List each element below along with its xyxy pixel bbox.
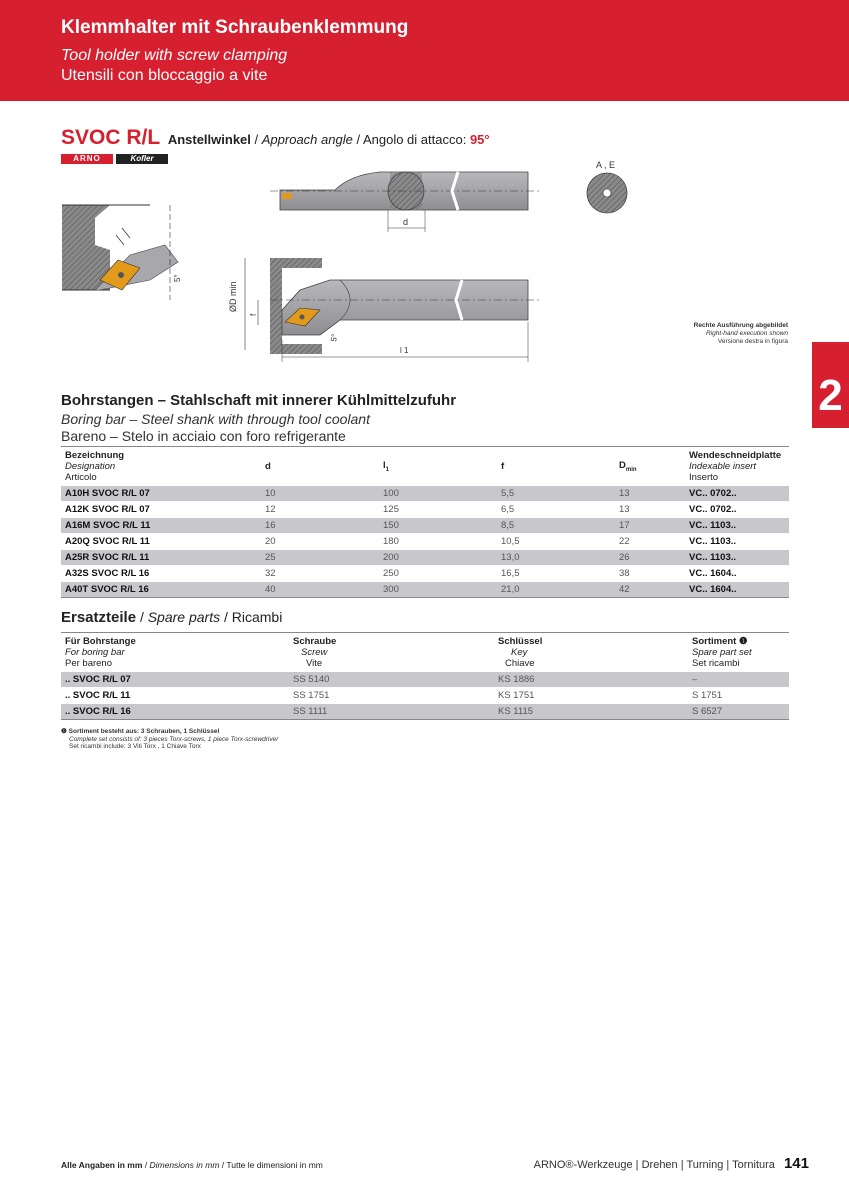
cell-insert: VC.. 1103.. xyxy=(685,518,789,534)
cell-insert: VC.. 1604.. xyxy=(685,582,789,598)
label-l1: l 1 xyxy=(400,346,409,355)
cell-l1: 200 xyxy=(379,550,497,566)
footnote-it: Set ricambi include: 3 Viti Torx , 1 Chiave Torx xyxy=(69,743,201,750)
table-header xyxy=(61,633,789,673)
cell-set: S 6527 xyxy=(688,704,789,720)
cell-dmin: 22 xyxy=(615,534,685,550)
header-bar-en: For boring bar xyxy=(65,647,125,658)
cell-designation: A25R SVOC R/L 11 xyxy=(61,550,261,566)
cell-l1: 300 xyxy=(379,582,497,598)
header-insert xyxy=(685,447,789,487)
header-set-it: Set ricambi xyxy=(692,658,740,669)
header-key xyxy=(494,633,688,673)
cell-set: – xyxy=(688,672,789,688)
kofler-logo: Kofler xyxy=(116,154,168,164)
cell-dmin: 38 xyxy=(615,566,685,582)
cell-key: KS 1886 xyxy=(494,672,688,688)
cell-d: 40 xyxy=(261,582,379,598)
cell-designation: A40T SVOC R/L 16 xyxy=(61,582,261,598)
table-row xyxy=(61,672,789,688)
chapter-tab[interactable]: 2 xyxy=(812,342,849,428)
table-header xyxy=(61,447,789,487)
header-dmin-sub: min xyxy=(625,467,637,473)
section2-title-en: Spare parts xyxy=(147,609,221,625)
page-header xyxy=(0,0,849,101)
product-code: SVOC R/L xyxy=(61,126,161,149)
label-5deg-b: 5° xyxy=(173,274,182,282)
cell-f: 8,5 xyxy=(497,518,615,534)
header-designation-de: Bezeichnung xyxy=(65,450,125,461)
section2-title-de: Ersatzteile xyxy=(61,609,137,626)
cell-designation: A10H SVOC R/L 07 xyxy=(61,486,261,502)
cell-key: KS 1751 xyxy=(494,688,688,704)
header-bar-it: Per bareno xyxy=(65,658,113,669)
cell-f: 21,0 xyxy=(497,582,615,598)
header-screw-en: Screw xyxy=(301,647,328,658)
cell-bar: .. SVOC R/L 16 xyxy=(61,704,289,720)
header-screw-de: Schraube xyxy=(293,636,337,647)
header-key-de: Schlüssel xyxy=(498,636,543,647)
header-insert-it: Inserto xyxy=(689,472,719,483)
cell-dmin: 13 xyxy=(615,486,685,502)
table-row xyxy=(61,502,789,518)
header-key-it: Chiave xyxy=(505,658,535,669)
dims-de: Alle Angaben in mm xyxy=(61,1160,143,1170)
table-row xyxy=(61,550,789,566)
table-row xyxy=(61,688,789,704)
cell-insert: VC.. 1103.. xyxy=(685,534,789,550)
cell-d: 12 xyxy=(261,502,379,518)
cell-designation: A32S SVOC R/L 16 xyxy=(61,566,261,582)
angle-label-it: Angolo di attacco: xyxy=(362,132,467,147)
label-5deg: 5° xyxy=(329,333,340,343)
footnote-en: Complete set consists of: 3 pieces Torx-screws, 1 piece Torx-screwdriver xyxy=(69,735,279,743)
header-f-label: f xyxy=(501,461,505,472)
set-footnote xyxy=(61,728,278,751)
table-row xyxy=(61,486,789,502)
cell-designation: A16M SVOC R/L 11 xyxy=(61,518,261,534)
detail-view xyxy=(62,205,182,300)
angle-label-de: Anstellwinkel xyxy=(167,132,251,147)
cell-d: 16 xyxy=(261,518,379,534)
execution-note-it: Versione destra in figura xyxy=(717,338,788,345)
cell-insert: VC.. 0702.. xyxy=(685,486,789,502)
header-designation-en: Designation xyxy=(65,461,116,472)
header-f xyxy=(497,447,615,487)
header-dmin xyxy=(615,447,685,487)
cell-screw: SS 1751 xyxy=(289,688,494,704)
header-title-en: Tool holder with screw clamping xyxy=(61,47,288,64)
header-bar-de: Für Bohrstange xyxy=(65,636,136,647)
product-title: SVOC R/L Anstellwinkel / Approach angle / Angolo di attacco: 95° xyxy=(61,126,490,149)
section2-title-it: Ricambi xyxy=(231,609,283,625)
label-dmin: ØD min xyxy=(228,281,238,312)
execution-note-en: Right-hand execution shown xyxy=(705,330,788,337)
table-row xyxy=(61,566,789,582)
spare-parts-table xyxy=(61,632,789,720)
dimensions-note: Alle Angaben in mm / Dimensions in mm / Tutte le dimensioni in mm xyxy=(61,1160,323,1170)
angle-value: 95° xyxy=(469,132,490,147)
cell-screw: SS 5140 xyxy=(289,672,494,688)
cell-d: 32 xyxy=(261,566,379,582)
header-title-de: Klemmhalter mit Schraubenklemmung xyxy=(61,17,409,38)
header-dmin-label: D xyxy=(619,460,626,471)
arno-logo: ARNO xyxy=(61,154,113,164)
header-screw-it: Vite xyxy=(306,658,323,669)
dims-it: Tutte le dimensioni in mm xyxy=(226,1160,323,1170)
header-insert-de: Wendeschneidplatte xyxy=(689,450,782,461)
cell-d: 10 xyxy=(261,486,379,502)
cell-f: 13,0 xyxy=(497,550,615,566)
footnote-de: Sortiment besteht aus: 3 Schrauben, 1 Schlüssel xyxy=(68,728,220,735)
section1-title-it: Bareno – Stelo in acciaio con foro refrigerante xyxy=(61,428,346,444)
section-spare-parts: Ersatzteile / Spare parts / Ricambi xyxy=(61,609,283,626)
cell-set: S 1751 xyxy=(688,688,789,704)
cell-f: 5,5 xyxy=(497,486,615,502)
cell-designation: A20Q SVOC R/L 11 xyxy=(61,534,261,550)
cell-bar: .. SVOC R/L 11 xyxy=(61,688,289,704)
cell-l1: 150 xyxy=(379,518,497,534)
cell-dmin: 26 xyxy=(615,550,685,566)
cell-l1: 100 xyxy=(379,486,497,502)
header-l1-sub: 1 xyxy=(385,467,389,473)
header-designation xyxy=(61,447,261,487)
page-footer-brand xyxy=(534,1155,809,1172)
boring-bars-table xyxy=(61,446,789,598)
section-boring-bars xyxy=(61,392,456,444)
dims-en: Dimensions in mm xyxy=(149,1160,220,1170)
cell-designation: A12K SVOC R/L 07 xyxy=(61,502,261,518)
cell-dmin: 42 xyxy=(615,582,685,598)
cell-key: KS 1115 xyxy=(494,704,688,720)
table-row xyxy=(61,704,789,720)
cell-insert: VC.. 1604.. xyxy=(685,566,789,582)
header-l1 xyxy=(379,447,497,487)
label-f: f xyxy=(249,313,258,316)
header-title-it: Utensili con bloccaggio a vite xyxy=(61,67,268,84)
cell-l1: 125 xyxy=(379,502,497,518)
angle-label-en: Approach angle xyxy=(261,132,353,147)
page-number: 141 xyxy=(783,1155,809,1172)
cell-dmin: 17 xyxy=(615,518,685,534)
cell-l1: 250 xyxy=(379,566,497,582)
cell-insert: VC.. 0702.. xyxy=(685,502,789,518)
cell-insert: VC.. 1103.. xyxy=(685,550,789,566)
header-set-de: Sortiment xyxy=(692,636,737,647)
label-ae: A , E xyxy=(596,160,616,170)
header-insert-en: Indexable insert xyxy=(689,461,757,472)
header-d-label: d xyxy=(265,461,271,472)
table-row xyxy=(61,518,789,534)
top-view xyxy=(270,172,540,232)
header-key-en: Key xyxy=(511,647,528,658)
header-l1-label: l xyxy=(383,460,386,471)
header-bar xyxy=(61,633,289,673)
end-view xyxy=(587,160,627,213)
footnote-marker-icon: ❶ xyxy=(738,636,748,647)
cell-f: 10,5 xyxy=(497,534,615,550)
execution-note xyxy=(694,322,788,346)
header-set xyxy=(688,633,789,673)
cell-bar: .. SVOC R/L 07 xyxy=(61,672,289,688)
cell-f: 6,5 xyxy=(497,502,615,518)
header-set-en: Spare part set xyxy=(692,647,752,658)
cell-f: 16,5 xyxy=(497,566,615,582)
execution-note-de: Rechte Ausführung abgebildet xyxy=(693,322,788,329)
header-d xyxy=(261,447,379,487)
table-row xyxy=(61,582,789,598)
header-designation-it: Articolo xyxy=(65,472,97,483)
cell-dmin: 13 xyxy=(615,502,685,518)
footnote-marker-icon: ❶ xyxy=(61,728,67,735)
section1-title-de: Bohrstangen – Stahlschaft mit innerer Kühlmittelzufuhr xyxy=(61,392,457,409)
header-screw xyxy=(289,633,494,673)
side-view xyxy=(228,258,540,362)
cell-screw: SS 1111 xyxy=(289,704,494,720)
cell-l1: 180 xyxy=(379,534,497,550)
table-row xyxy=(61,534,789,550)
cell-d: 20 xyxy=(261,534,379,550)
brand-line: ARNO®-Werkzeuge | Drehen | Turning | Tornitura xyxy=(533,1159,775,1171)
label-d: d xyxy=(403,217,409,227)
section1-title-en: Boring bar – Steel shank with through tool coolant xyxy=(61,411,370,427)
cell-d: 25 xyxy=(261,550,379,566)
